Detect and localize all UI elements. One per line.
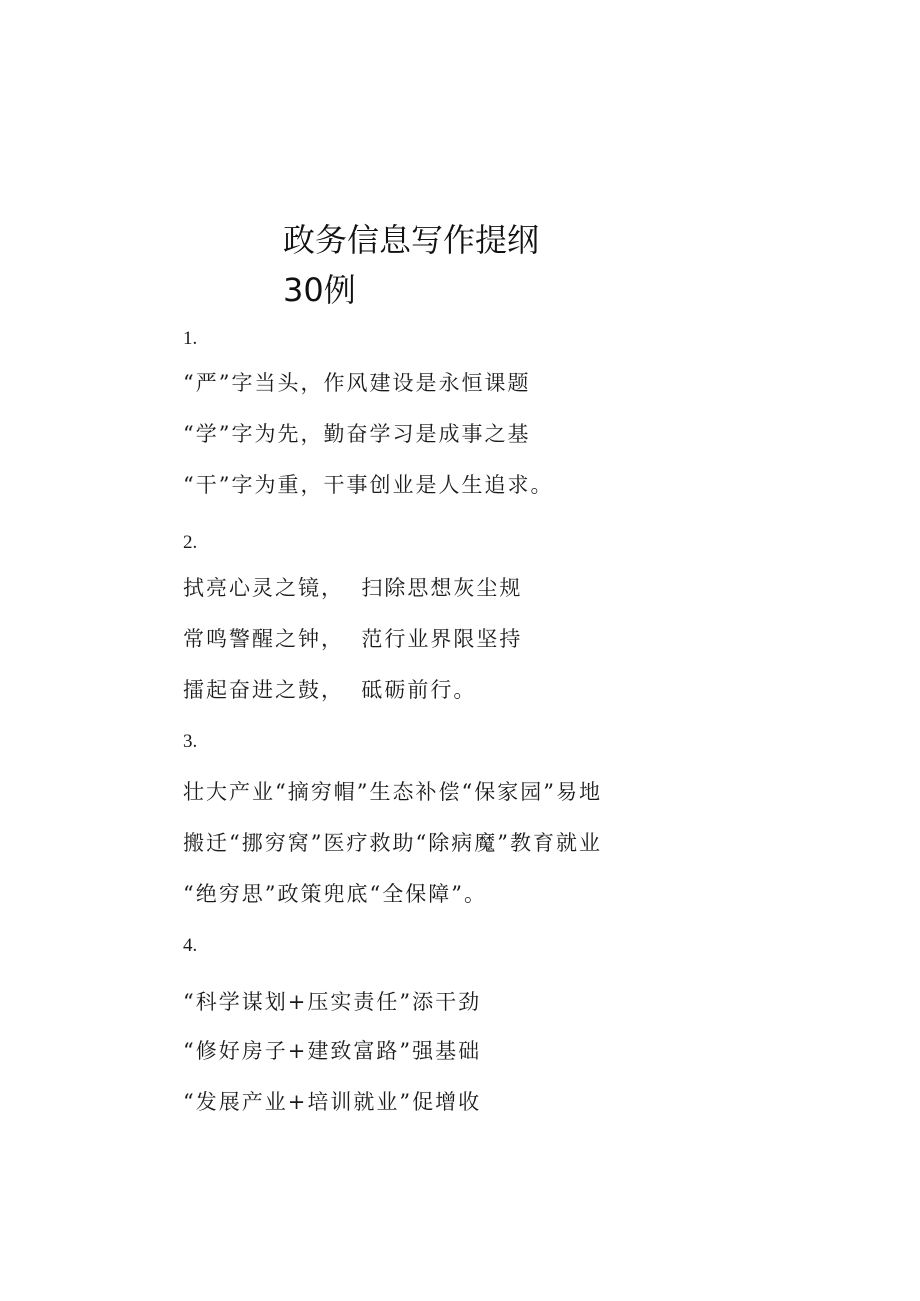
section-3-line-3: “绝穷思”政策兜底“全保障”。 <box>183 882 487 906</box>
document-title <box>283 215 539 315</box>
section-2-line-1: 拭亮心灵之镜， 扫除思想灰尘规 <box>183 576 523 600</box>
section-2-line-3: 擂起奋进之鼓， 砥砺前行。 <box>183 678 477 702</box>
section-1-line-3: “干”字为重，干事创业是人生追求。 <box>183 473 554 497</box>
section-2-number: 2. <box>183 532 198 553</box>
section-3-number: 3. <box>183 731 198 752</box>
section-3-line-2: 搬迁“挪穷窝”医疗救助“除病魔”教育就业 <box>183 831 602 855</box>
section-2-line-2: 常鸣警醒之钟， 范行业界限坚持 <box>183 627 523 651</box>
section-1-number: 1. <box>183 328 198 349</box>
section-1-line-1: “严”字当头，作风建设是永恒课题 <box>183 371 531 395</box>
title-line-2: 30例 <box>283 271 356 309</box>
section-4-number: 4. <box>183 935 198 956</box>
section-4-line-2: “修好房子+建致富路”强基础 <box>183 1039 482 1063</box>
section-4-line-3: “发展产业+培训就业”促增收 <box>183 1090 482 1114</box>
section-3-line-1: 壮大产业“摘穷帽”生态补偿“保家园”易地 <box>183 780 602 804</box>
section-4-line-1: “科学谋划+压实责任”添干劲 <box>183 990 482 1014</box>
section-1-line-2: “学”字为先，勤奋学习是成事之基 <box>183 422 531 446</box>
title-line-1: 政务信息写作提纲 <box>283 221 540 259</box>
